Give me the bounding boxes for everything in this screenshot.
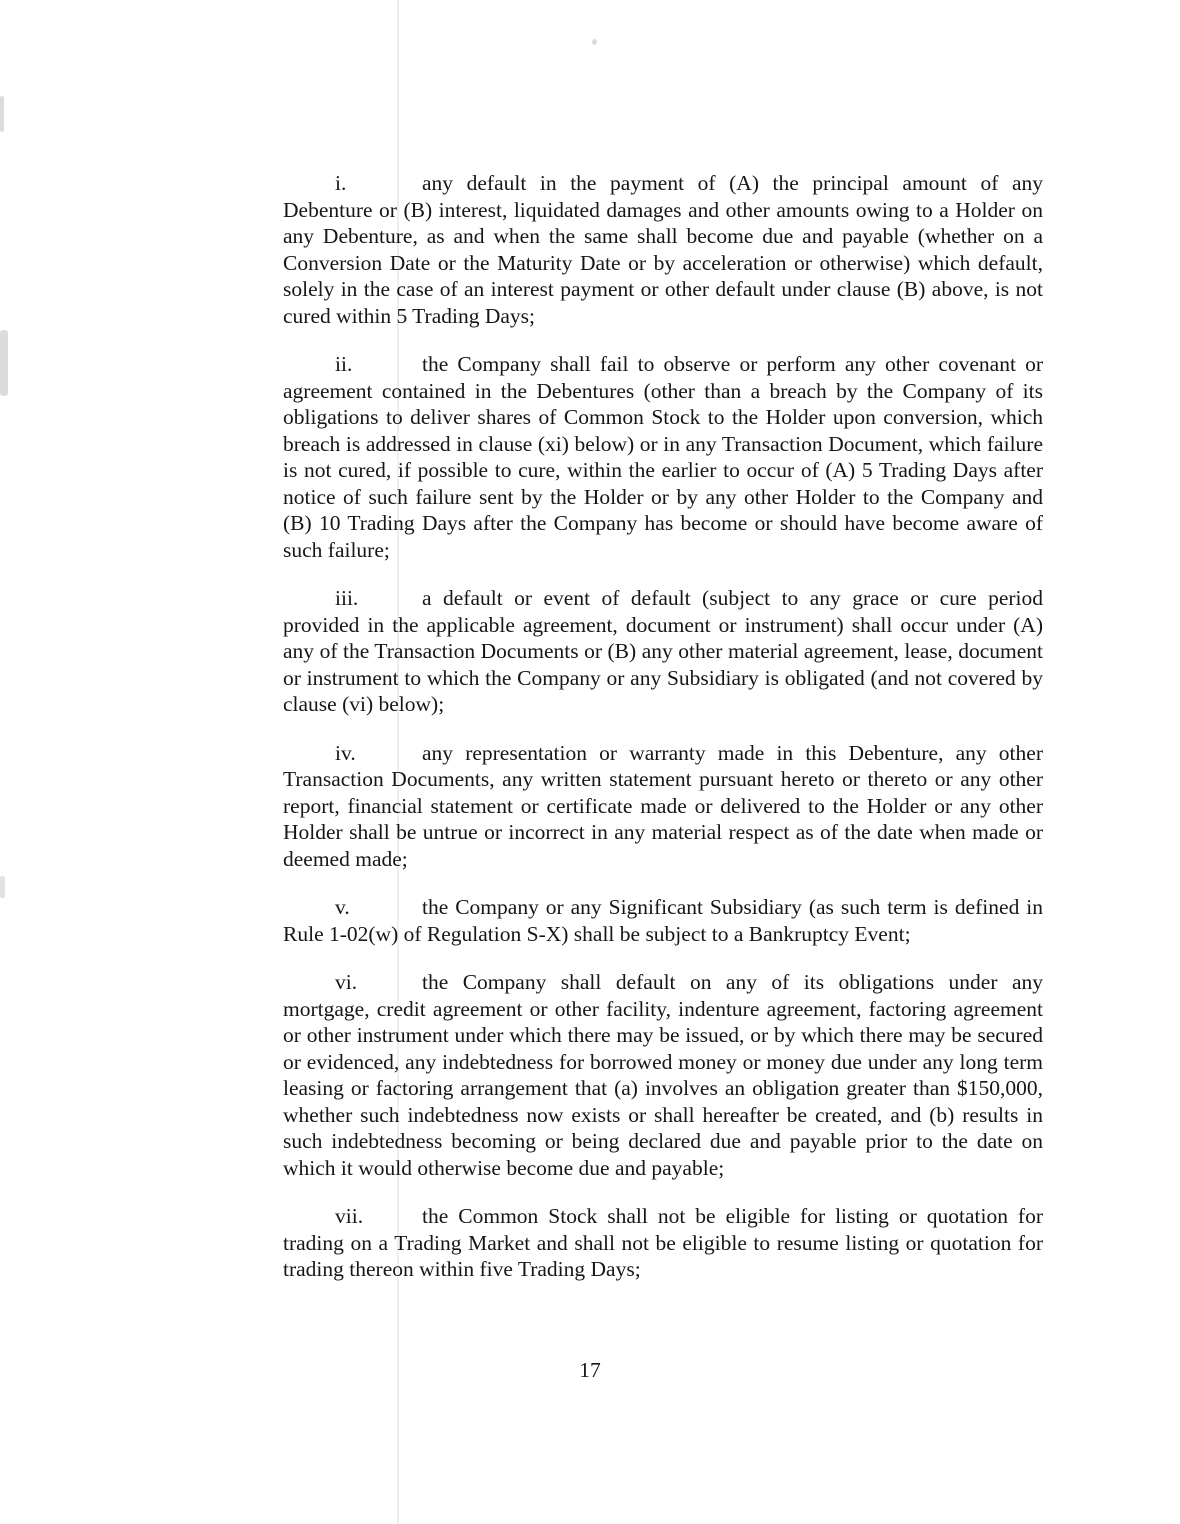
clause-text: any default in the payment of (A) the principal amount of any Debenture or (B) interest, liquidated damages and other amounts owing to a Holder on any Debenture, as and when the same shall become due and payable (whether on a Conversion Date or the Maturity Date or by acceleration or otherwise) which default, solely in the case of an interest payment or other default under clause (B) above, is not cured within 5 Trading Days;	[283, 171, 1043, 328]
page-number: 17	[579, 1358, 601, 1382]
scan-speck	[592, 39, 597, 45]
clause-numeral: iv.	[335, 740, 356, 765]
document-body	[283, 170, 1043, 1305]
clause-i	[283, 170, 1043, 329]
clause-numeral: vii.	[335, 1204, 364, 1228]
clause-text: the Company or any Significant Subsidiary (as such term is defined in Rule 1-02(w) of Regulation S-X) shall be subject to a Bankruptcy Event;	[283, 895, 1043, 946]
clause-ii	[283, 351, 1043, 563]
clause-text: a default or event of default (subject to any grace or cure period provided in the applicable agreement, document or instrument) shall occur under (A) any of the Transaction Documents or (B) any other material agreement, lease, document or instrument to which the Company or any Subsidiary is obligated (and not covered by clause (vi) below);	[283, 586, 1043, 716]
clause-text: the Company shall fail to observe or perform any other covenant or agreement contained in the Debentures (other than a breach by the Company of its obligations to deliver shares of Common Stock to the Holder upon conversion, which breach is addressed in clause (xi) below) or in any Transaction Document, which failure is not cured, if possible to cure, within the earlier to occur of (A) 5 Trading Days after notice of such failure sent by the Holder or by any other Holder to the Company and (B) 10 Trading Days after the Company has become or should have become aware of such failure;	[283, 352, 1043, 562]
clause-numeral: ii.	[335, 352, 353, 376]
clause-numeral: vi.	[335, 970, 358, 994]
clause-iv	[283, 740, 1043, 873]
clause-text: any representation or warranty made in this Debenture, any other Transaction Documents, any written statement pursuant hereto or thereto or any other report, financial statement or certificate made or delivered to the Holder or any other Holder shall be untrue or incorrect in any material respect as of the date when made or deemed made;	[283, 740, 1043, 871]
clause-text: the Common Stock shall not be eligible for listing or quotation for trading on a Trading Market and shall not be eligible to resume listing or quotation for trading thereon within five Trading Days;	[283, 1204, 1043, 1281]
scan-edge-mark	[0, 330, 8, 396]
clause-numeral: i.	[335, 171, 347, 195]
clause-text: the Company shall default on any of its obligations under any mortgage, credit agreement or other facility, indenture agreement, factoring agreement or other instrument under which there may be issued, or by which there may be secured or evidenced, any indebtedness for borrowed money or money due under any long term leasing or factoring arrangement that (a) involves an obligation greater than $150,000, whether such indebtedness now exists or shall hereafter be created, and (b) results in such indebtedness becoming or being declared due and payable prior to the date on which it would otherwise become due and payable;	[283, 970, 1043, 1180]
clause-vi	[283, 969, 1043, 1181]
clause-iii	[283, 585, 1043, 718]
clause-numeral: iii.	[335, 586, 359, 610]
clause-numeral: v.	[335, 895, 350, 919]
clause-v	[283, 894, 1043, 947]
clause-vii	[283, 1203, 1043, 1283]
scan-edge-mark	[0, 96, 4, 132]
scan-edge-mark	[0, 876, 5, 898]
